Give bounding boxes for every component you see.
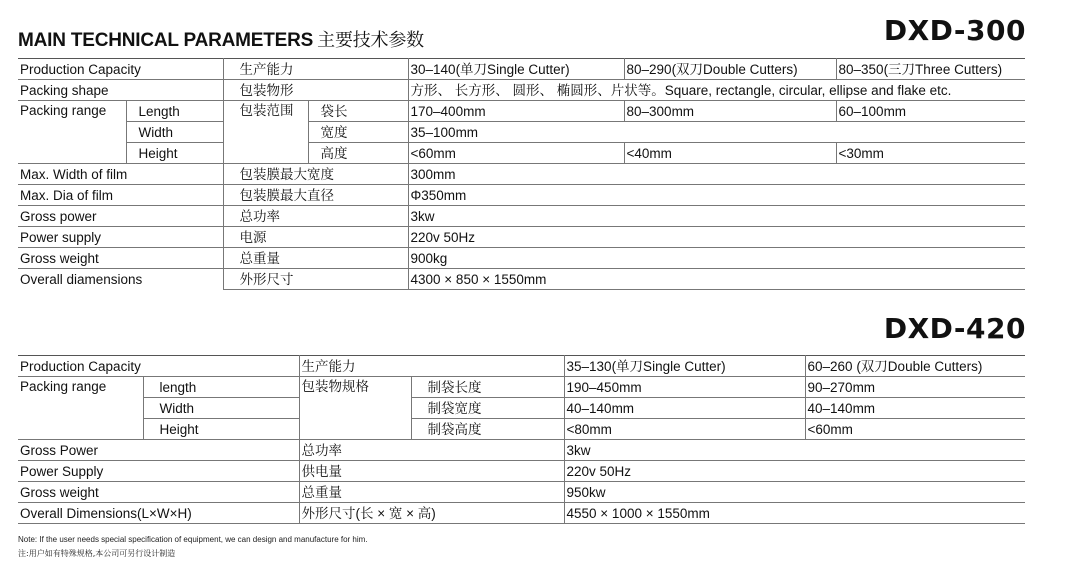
row-label: Packing range bbox=[18, 101, 126, 164]
row-label-cn: 供电量 bbox=[299, 461, 564, 482]
row-label-cn: 总功率 bbox=[299, 440, 564, 461]
row-label: Power Supply bbox=[18, 461, 299, 482]
heading-cn: 主要技术参数 bbox=[317, 30, 424, 51]
cell-value: 方形、 长方形、 圆形、 椭圆形、片状等。Square, rectangle, circular, ellipse and flake etc. bbox=[408, 80, 1025, 101]
table-row bbox=[18, 419, 1025, 440]
cell-value: 90–270mm bbox=[805, 377, 1025, 398]
table-row bbox=[18, 248, 1025, 269]
row-label: Gross weight bbox=[18, 248, 223, 269]
cell-value: 950kw bbox=[564, 482, 1025, 503]
sub-label-cn: 制袋高度 bbox=[411, 419, 564, 440]
model-title-dxd420: DXD-420 bbox=[883, 312, 1026, 345]
sub-label-cn: 宽度 bbox=[308, 122, 408, 143]
cell-value: <60mm bbox=[805, 419, 1025, 440]
row-label: Gross Power bbox=[18, 440, 299, 461]
heading-en: MAIN TECHNICAL PARAMETERS bbox=[18, 30, 314, 51]
cell-value: 190–450mm bbox=[564, 377, 805, 398]
model-title-dxd300: DXD-300 bbox=[883, 14, 1026, 47]
section-heading bbox=[18, 26, 424, 52]
table-row bbox=[18, 59, 1025, 80]
sub-label-cn: 制袋长度 bbox=[411, 377, 564, 398]
row-label: Gross power bbox=[18, 206, 223, 227]
cell-value: 35–130(单刀Single Cutter) bbox=[564, 356, 805, 377]
row-label-cn: 生产能力 bbox=[299, 356, 564, 377]
sub-label-cn: 制袋宽度 bbox=[411, 398, 564, 419]
row-label: Production Capacity bbox=[18, 356, 299, 377]
sub-label: Width bbox=[126, 122, 223, 143]
spec-table-dxd300 bbox=[18, 58, 1025, 290]
row-label-cn: 外形尺寸 bbox=[223, 269, 408, 290]
cell-value: 220v 50Hz bbox=[408, 227, 1025, 248]
table-row bbox=[18, 482, 1025, 503]
cell-value: 80–350(三刀Three Cutters) bbox=[836, 59, 1025, 80]
row-label-cn: 总功率 bbox=[223, 206, 408, 227]
row-label: Gross weight bbox=[18, 482, 299, 503]
sub-label: Length bbox=[126, 101, 223, 122]
cell-value: 3kw bbox=[564, 440, 1025, 461]
row-label-cn: 生产能力 bbox=[223, 59, 408, 80]
table-row bbox=[18, 461, 1025, 482]
row-label-cn: 包装物形 bbox=[223, 80, 408, 101]
sub-label-cn: 袋长 bbox=[308, 101, 408, 122]
sub-label: length bbox=[143, 377, 299, 398]
table-row bbox=[18, 356, 1025, 377]
sub-label-cn: 高度 bbox=[308, 143, 408, 164]
table-row bbox=[18, 80, 1025, 101]
table-row bbox=[18, 101, 1025, 122]
row-label: Overall diamensions bbox=[20, 271, 143, 287]
cell-value: 40–140mm bbox=[564, 398, 805, 419]
table-row bbox=[18, 398, 1025, 419]
cell-value: <40mm bbox=[624, 143, 836, 164]
row-label-cn: 包装膜最大直径 bbox=[223, 185, 408, 206]
row-label: Max. Dia of film bbox=[18, 185, 223, 206]
cell-value: 900kg bbox=[408, 248, 1025, 269]
table-row bbox=[18, 206, 1025, 227]
sub-label: Height bbox=[143, 419, 299, 440]
cell-value: 4300 × 850 × 1550mm bbox=[408, 269, 1025, 290]
row-label: Packing range bbox=[18, 377, 143, 440]
cell-value: <60mm bbox=[408, 143, 624, 164]
spec-table-dxd420 bbox=[18, 355, 1025, 524]
cell-value: <80mm bbox=[564, 419, 805, 440]
sub-label: Width bbox=[143, 398, 299, 419]
cell-value: 80–290(双刀Double Cutters) bbox=[624, 59, 836, 80]
table-row bbox=[18, 440, 1025, 461]
cell-value: 220v 50Hz bbox=[564, 461, 1025, 482]
cell-value: 60–260 (双刀Double Cutters) bbox=[805, 356, 1025, 377]
row-label-cn: 包装膜最大宽度 bbox=[223, 164, 408, 185]
cell-value: 170–400mm bbox=[408, 101, 624, 122]
row-label-cn: 包装范围 bbox=[223, 101, 308, 164]
table-row bbox=[18, 143, 1025, 164]
table-row bbox=[18, 164, 1025, 185]
row-label: Max. Width of film bbox=[18, 164, 223, 185]
table-row bbox=[18, 227, 1025, 248]
table-row bbox=[18, 269, 1025, 290]
table-row bbox=[18, 377, 1025, 398]
cell-value: Φ350mm bbox=[408, 185, 1025, 206]
row-label-cn: 包装物规格 bbox=[299, 377, 411, 440]
sub-label: Height bbox=[126, 143, 223, 164]
row-label: Overall Dimensions(L×W×H) bbox=[18, 503, 299, 524]
row-label: Power supply bbox=[18, 227, 223, 248]
row-label: Packing shape bbox=[18, 80, 223, 101]
cell-value: 35–100mm bbox=[408, 122, 1025, 143]
table-row bbox=[18, 503, 1025, 524]
cell-value: 3kw bbox=[408, 206, 1025, 227]
table-row bbox=[18, 122, 1025, 143]
footnote-cn: 注:用户如有特殊规格,本公司可另行设计制造 bbox=[18, 549, 176, 558]
cell-value: 30–140(单刀Single Cutter) bbox=[408, 59, 624, 80]
cell-value: <30mm bbox=[836, 143, 1025, 164]
cell-value: 80–300mm bbox=[624, 101, 836, 122]
cell-value: 4550 × 1000 × 1550mm bbox=[564, 503, 1025, 524]
row-label-cn: 外形尺寸(长 × 宽 × 高) bbox=[299, 503, 564, 524]
row-label-cn: 总重量 bbox=[299, 482, 564, 503]
row-label: Production Capacity bbox=[18, 59, 223, 80]
table-row bbox=[18, 185, 1025, 206]
footnote-en: Note: If the user needs special specification of equipment, we can design and manufacture for him. bbox=[18, 535, 368, 544]
row-label-cn: 电源 bbox=[223, 227, 408, 248]
cell-value: 40–140mm bbox=[805, 398, 1025, 419]
row-label-cn: 总重量 bbox=[223, 248, 408, 269]
cell-value: 300mm bbox=[408, 164, 1025, 185]
cell-value: 60–100mm bbox=[836, 101, 1025, 122]
